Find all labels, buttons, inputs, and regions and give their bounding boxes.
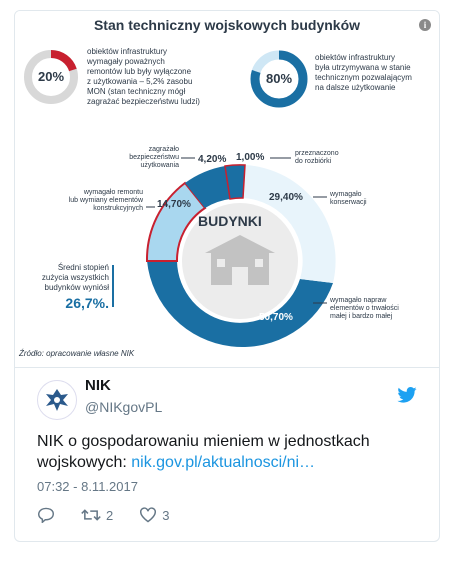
value-14-70: 14,70%	[157, 199, 191, 210]
retweet-icon	[81, 507, 101, 523]
donut-center-label: BUDYNKI	[198, 213, 262, 229]
like-button[interactable]	[139, 507, 169, 523]
source-note: Źródło: opracowanie własne NIK	[19, 349, 135, 358]
value-29-40: 29,40%	[269, 192, 303, 203]
timestamp[interactable]: 07:32 - 8.11.2017	[37, 479, 138, 494]
value-4-20: 4,20%	[198, 154, 227, 165]
label-1-00: przeznaczono do rozbiórki	[295, 150, 339, 165]
value-1-00: 1,00%	[236, 152, 265, 163]
ring-80-text: obiektów infrastruktury była utrzymywana w stanie technicznym pozwalającym na dalsze użytkowanie	[315, 53, 412, 92]
label-50-70: wymagało napraw elementów o trwałości małej i bardzo małej	[330, 297, 399, 320]
infographic-title: Stan techniczny wojskowych budynków	[93, 17, 361, 33]
ring-20-text: obiektów infrastruktury wymagały poważnych remontów lub były wyłączone z użytkowania – 5,2% zasobu MON (stan techniczny mógł zagrażać bezpieczeństwu ludzi)	[87, 47, 200, 106]
reply-button[interactable]	[37, 507, 55, 523]
ring-20-value: 20%	[37, 69, 65, 84]
heart-icon	[139, 507, 157, 523]
author-handle[interactable]: @NIKgovPL	[85, 399, 163, 415]
tweet-link[interactable]: nik.gov.pl/aktualnosci/ni…	[131, 454, 316, 471]
label-4-20: zagrażało bezpieczeństwu użytkowania	[129, 146, 179, 169]
label-29-40: wymagało konserwacji	[330, 191, 367, 206]
author-name[interactable]: NIK	[85, 377, 111, 394]
nik-eagle-icon	[38, 381, 76, 419]
ring-80-value: 80%	[265, 71, 293, 86]
value-50-70: 50,70%	[259, 312, 293, 323]
twitter-bird-icon[interactable]	[397, 387, 417, 403]
average-wear-value: 26,7%.	[65, 295, 109, 311]
tweet-card[interactable]	[14, 10, 440, 542]
like-count: 3	[162, 507, 170, 523]
retweet-count: 2	[106, 507, 114, 523]
infographic-image[interactable]	[15, 11, 439, 368]
average-wear-text: Średni stopień zużycia wszystkich budynków wyniósł	[41, 263, 109, 292]
tweet-text: NIK o gospodarowaniu mieniem w jednostkach wojskowych: nik.gov.pl/aktualnosci/ni…	[37, 433, 370, 471]
retweet-button[interactable]	[81, 507, 113, 523]
reply-icon	[37, 507, 55, 523]
avatar[interactable]	[37, 380, 77, 420]
label-14-70: wymagało remontu lub wymiany elementów konstrukcyjnych	[68, 189, 143, 212]
tweet-actions	[37, 507, 195, 523]
info-icon[interactable]: i	[419, 19, 431, 31]
